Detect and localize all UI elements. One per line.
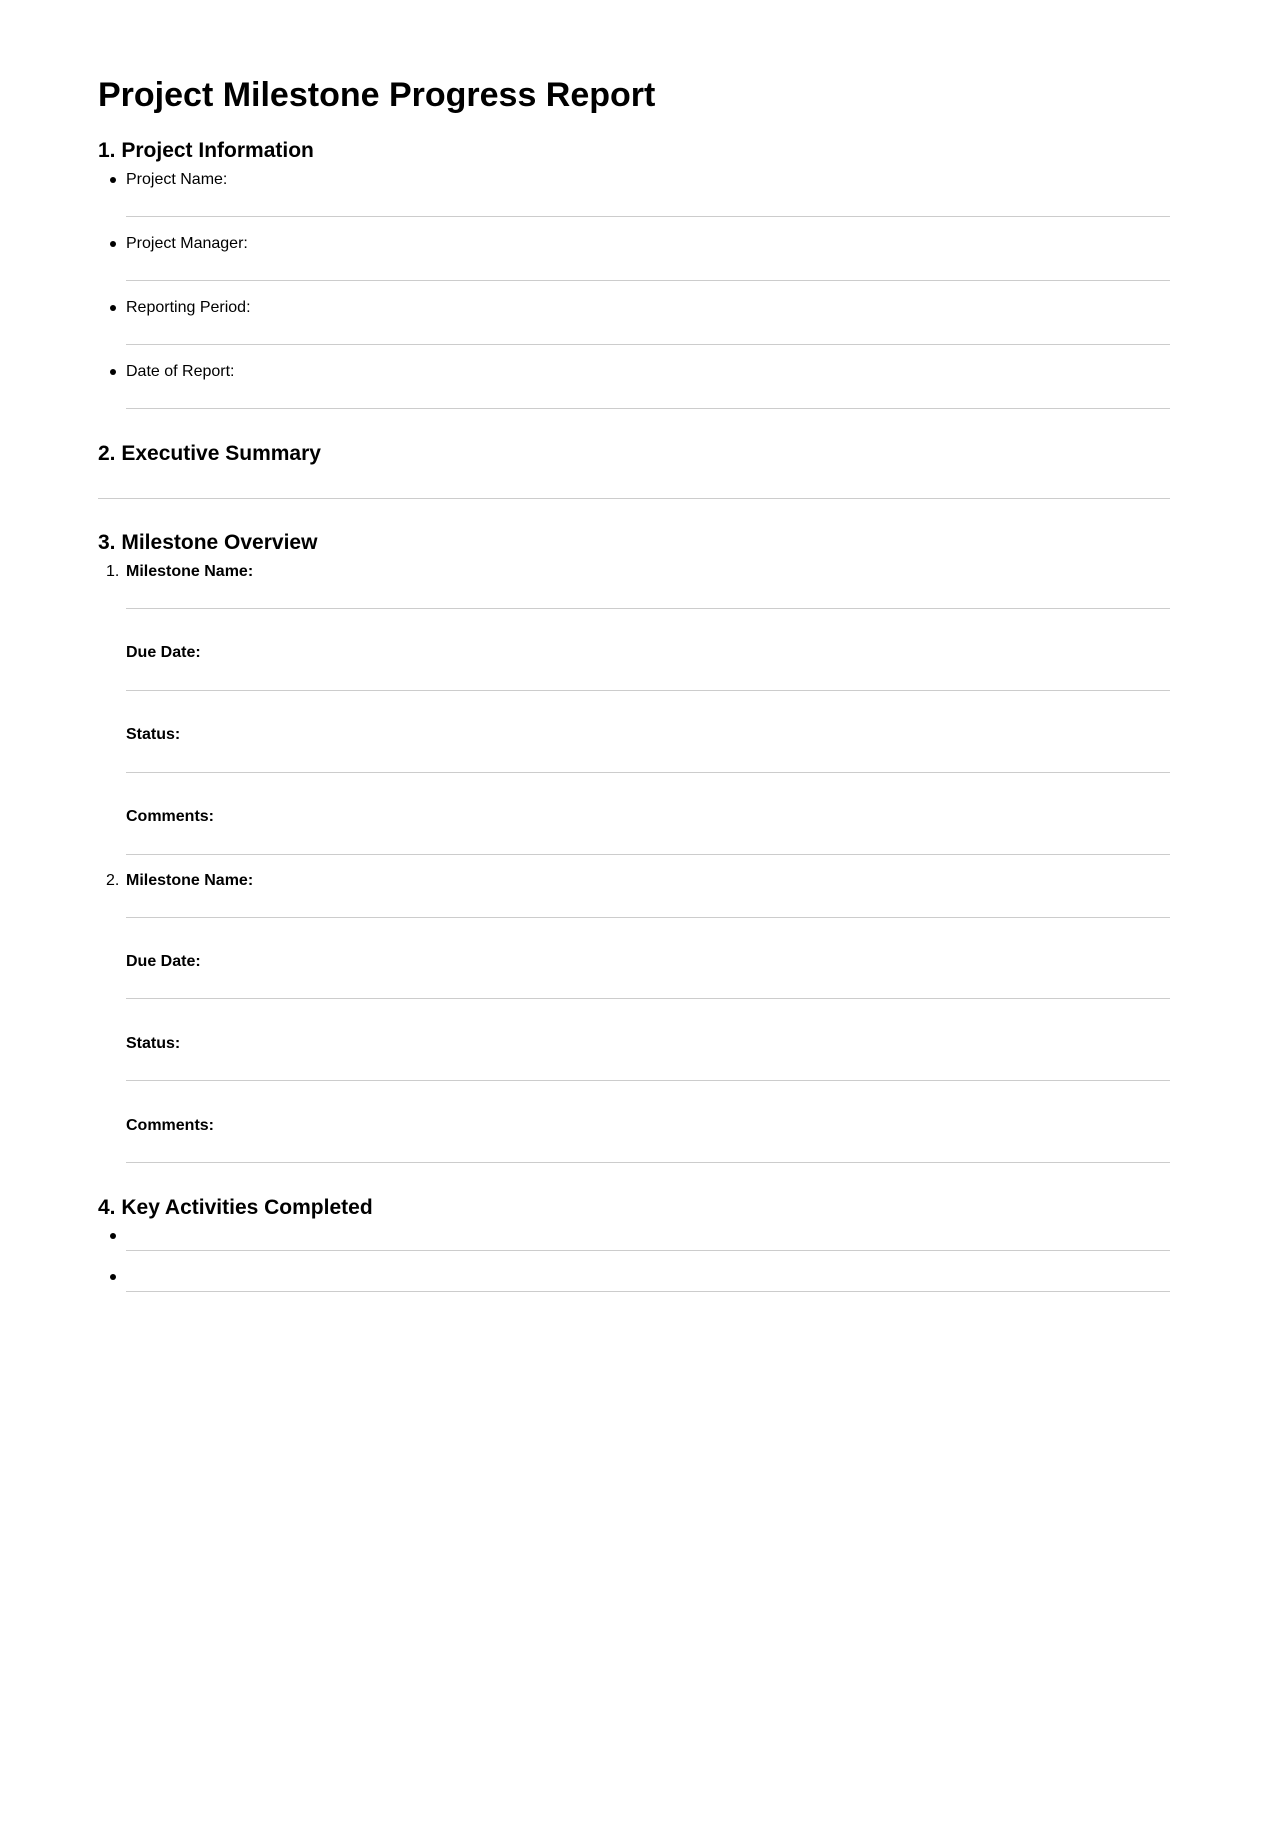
project-name-label: Project Name:	[126, 171, 228, 188]
bullet-icon	[110, 1274, 116, 1280]
date-of-report-field[interactable]	[126, 408, 1170, 409]
project-manager-label: Project Manager:	[126, 235, 248, 252]
due-date-label: Due Date:	[126, 953, 201, 970]
milestone-name-label: Milestone Name:	[126, 563, 254, 580]
date-of-report-label: Date of Report:	[126, 363, 235, 380]
status-label: Status:	[126, 726, 181, 743]
milestone-name-field[interactable]	[126, 608, 1170, 609]
status-field[interactable]	[126, 772, 1170, 773]
comments-label: Comments:	[126, 808, 215, 825]
bullet-icon	[110, 177, 116, 183]
project-manager-field[interactable]	[126, 280, 1170, 281]
milestone-name-label: Milestone Name:	[126, 872, 254, 889]
milestone-number: 2.	[106, 872, 120, 889]
milestone-name-field[interactable]	[126, 917, 1170, 918]
reporting-period-label: Reporting Period:	[126, 299, 251, 316]
comments-label: Comments:	[126, 1117, 215, 1134]
milestone-number: 1.	[106, 563, 120, 580]
bullet-icon	[110, 241, 116, 247]
document-title: Project Milestone Progress Report	[98, 76, 656, 114]
project-name-field[interactable]	[126, 216, 1170, 217]
due-date-field[interactable]	[126, 690, 1170, 691]
section-heading-executive-summary: 2. Executive Summary	[98, 442, 321, 465]
activity-item-field[interactable]	[126, 1291, 1170, 1292]
status-field[interactable]	[126, 1080, 1170, 1081]
executive-summary-field[interactable]	[98, 498, 1170, 499]
comments-field[interactable]	[126, 1162, 1170, 1163]
section-heading-key-activities: 4. Key Activities Completed	[98, 1196, 373, 1219]
comments-field[interactable]	[126, 854, 1170, 855]
due-date-field[interactable]	[126, 998, 1170, 999]
reporting-period-field[interactable]	[126, 344, 1170, 345]
bullet-icon	[110, 1233, 116, 1239]
activity-item-field[interactable]	[126, 1250, 1170, 1251]
status-label: Status:	[126, 1035, 181, 1052]
due-date-label: Due Date:	[126, 644, 201, 661]
bullet-icon	[110, 369, 116, 375]
section-heading-milestone-overview: 3. Milestone Overview	[98, 531, 318, 554]
section-heading-project-information: 1. Project Information	[98, 139, 314, 162]
bullet-icon	[110, 305, 116, 311]
